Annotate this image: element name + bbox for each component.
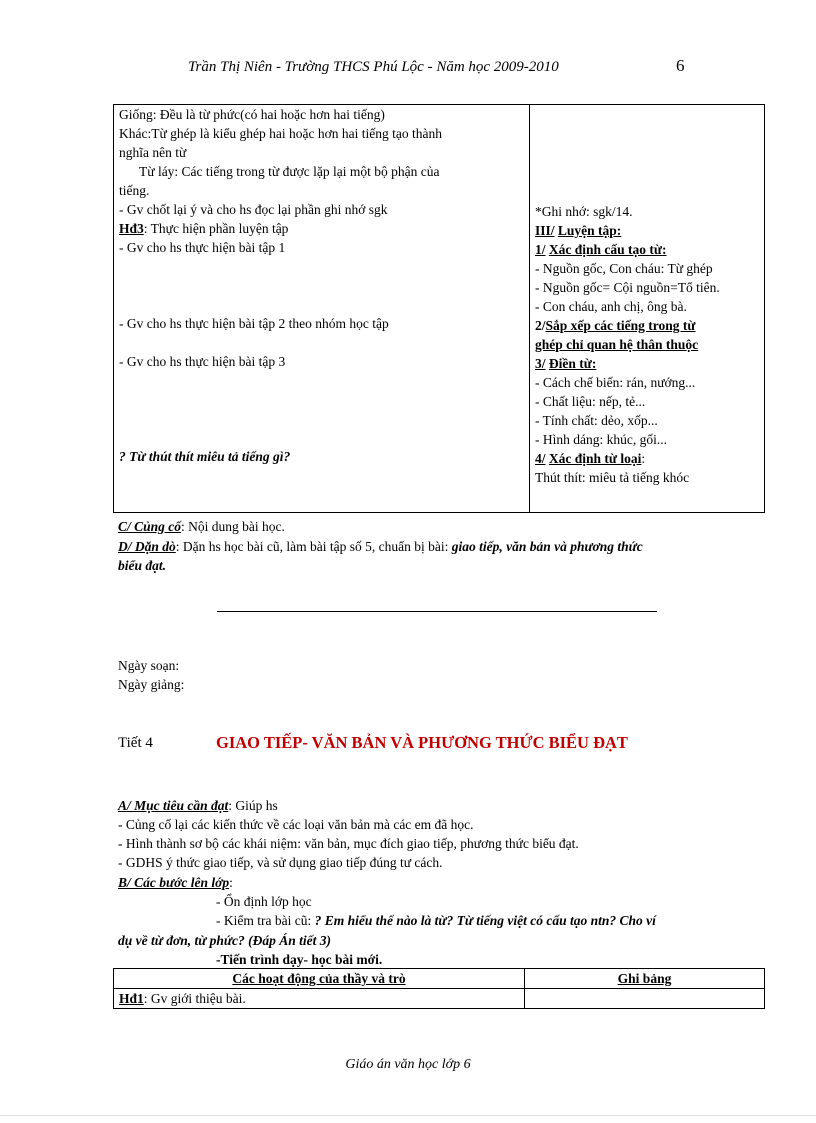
objectives-heading bbox=[118, 796, 278, 815]
objective-item: - Củng cố lại các kiến thức về các loại văn bản mà các em đã học. bbox=[118, 817, 474, 832]
teaching-date: Ngày giảng: bbox=[118, 677, 185, 692]
objective-item: - GDHS ý thức giao tiếp, và sử dụng giao tiếp đúng tư cách. bbox=[118, 855, 443, 870]
section-number: III/ bbox=[535, 223, 555, 238]
header-title: Trần Thị Niên - Trường THCS Phú Lộc - Năm học 2009-2010 bbox=[188, 59, 559, 75]
column-header: Ghi bảng bbox=[617, 971, 672, 986]
text-line: - Gv cho hs thực hiện bài tập 1 bbox=[119, 240, 286, 255]
text-line: Thút thít: miêu tả tiếng khóc bbox=[535, 470, 690, 485]
step-question: ? Em hiểu thế nào là từ? Từ tiếng việt có cấu tạo ntn? Cho ví bbox=[314, 913, 656, 928]
consolidation-label: C/ Củng cố bbox=[118, 519, 182, 534]
activity-3-line: Hđ3: Thực hiện phần luyện tập bbox=[119, 221, 289, 236]
lesson-number: Tiết 4 bbox=[118, 735, 153, 751]
steps-label: B/ Các bước lên lớp bbox=[118, 875, 230, 890]
steps-colon: : bbox=[229, 875, 233, 890]
text-line: - Chất liệu: nếp, tẻ... bbox=[535, 394, 646, 409]
text-line: - Con cháu, anh chị, ông bà. bbox=[535, 299, 687, 314]
lesson-table-2 bbox=[113, 968, 765, 1009]
text-line: - Hình dáng: khúc, gối... bbox=[535, 432, 667, 447]
text-line: - Gv cho hs thực hiện bài tập 3 bbox=[119, 354, 286, 369]
table2-header-board bbox=[525, 969, 765, 989]
colon: : bbox=[641, 451, 646, 466]
text-line: - Gv chốt lại ý và cho hs đọc lại phần ghi nhớ sgk bbox=[119, 202, 388, 217]
section-title: Sắp xếp các tiếng trong từ bbox=[545, 318, 696, 333]
section-heading bbox=[535, 449, 764, 468]
step-question-cont: dụ về từ đơn, từ phức? (Đáp Án tiết 3) bbox=[118, 933, 332, 948]
consolidation-text: : Nội dung bài học. bbox=[181, 519, 285, 534]
section-number: 2/ bbox=[535, 318, 546, 333]
activity-label: Hđ3 bbox=[119, 221, 144, 236]
section-number: 3/ bbox=[535, 356, 546, 371]
page-edge bbox=[0, 1115, 816, 1116]
text-line: Khác:Từ ghép là kiểu ghép hai hoặc hơn hai tiếng tạo thành bbox=[119, 126, 442, 141]
objectives-intro: : Giúp hs bbox=[228, 798, 278, 813]
column-header: Các hoạt động của thầy và trò bbox=[232, 971, 406, 986]
text-line: nghĩa nên từ bbox=[119, 145, 187, 160]
step-item: -Tiến trình dạy- học bài mới. bbox=[216, 952, 383, 967]
homework-topic-cont: biểu đạt. bbox=[118, 558, 167, 573]
page-footer: Giáo án văn học lớp 6 bbox=[345, 1057, 471, 1072]
preparation-date: Ngày soạn: bbox=[118, 658, 180, 673]
board-column bbox=[530, 105, 765, 513]
text-line: tiếng. bbox=[119, 183, 150, 198]
text-line: *Ghi nhớ: sgk/14. bbox=[535, 204, 633, 219]
text-line: - Nguồn gốc, Con cháu: Từ ghép bbox=[535, 261, 713, 276]
objectives-label: A/ Mục tiêu cần đạt bbox=[118, 798, 229, 813]
homework-line bbox=[118, 537, 643, 556]
homework-topic: giao tiếp, văn bản và phương thức bbox=[451, 539, 643, 554]
text-line: - Tính chất: dẻo, xốp... bbox=[535, 413, 658, 428]
text-line: Từ láy: Các tiếng trong từ được lặp lại một bộ phận của bbox=[139, 164, 440, 179]
step-item bbox=[216, 911, 656, 930]
activity-text: : Gv giới thiệu bài. bbox=[143, 991, 246, 1006]
step-text: - Kiểm tra bài cũ: bbox=[216, 913, 312, 928]
section-heading bbox=[535, 221, 764, 240]
activities-column bbox=[114, 105, 530, 513]
section-title: Luyện tập: bbox=[557, 223, 622, 238]
page-number: 6 bbox=[676, 56, 685, 75]
question-line: ? Từ thút thít miêu tả tiếng gì? bbox=[119, 449, 291, 464]
page-header bbox=[0, 58, 816, 80]
steps-heading bbox=[118, 873, 233, 892]
section-number: 4/ bbox=[535, 451, 546, 466]
section-heading bbox=[535, 354, 764, 373]
homework-text: : Dặn hs học bài cũ, làm bài tập số 5, chuẩn bị bài: bbox=[175, 539, 449, 554]
lesson-table-1 bbox=[113, 104, 765, 513]
section-title: Xác định từ loại bbox=[548, 451, 642, 466]
activity-text: Thực hiện phần luyện tập bbox=[150, 221, 289, 236]
text-line: Giống: Đều là từ phức(có hai hoặc hơn hai tiếng) bbox=[119, 107, 385, 122]
section-heading bbox=[535, 316, 764, 335]
table2-activities-cell bbox=[114, 989, 525, 1009]
text-line: - Nguồn gốc= Cội nguồn=Tổ tiên. bbox=[535, 280, 720, 295]
section-divider bbox=[217, 611, 657, 612]
section-title: Điền từ: bbox=[548, 356, 597, 371]
activity-label: Hđ1 bbox=[119, 991, 144, 1006]
section-heading bbox=[535, 240, 764, 259]
consolidation-line bbox=[118, 517, 285, 536]
lesson-title: GIAO TIẾP- VĂN BẢN VÀ PHƯƠNG THỨC BIỂU ĐẠT bbox=[216, 733, 628, 752]
step-item: - Ổn định lớp học bbox=[216, 894, 312, 909]
table2-board-cell bbox=[525, 989, 765, 1009]
section-title: ghép chỉ quan hệ thân thuộc bbox=[535, 337, 699, 352]
homework-label: D/ Dặn dò bbox=[118, 539, 176, 554]
table2-header-activities bbox=[114, 969, 525, 989]
section-title: Xác định cấu tạo từ: bbox=[548, 242, 667, 257]
objective-item: - Hình thành sơ bộ các khái niệm: văn bản, mục đích giao tiếp, phương thức biểu đạt. bbox=[118, 836, 579, 851]
text-line: - Cách chế biến: rán, nướng... bbox=[535, 375, 696, 390]
text-line: - Gv cho hs thực hiện bài tập 2 theo nhóm học tập bbox=[119, 316, 389, 331]
section-number: 1/ bbox=[535, 242, 546, 257]
